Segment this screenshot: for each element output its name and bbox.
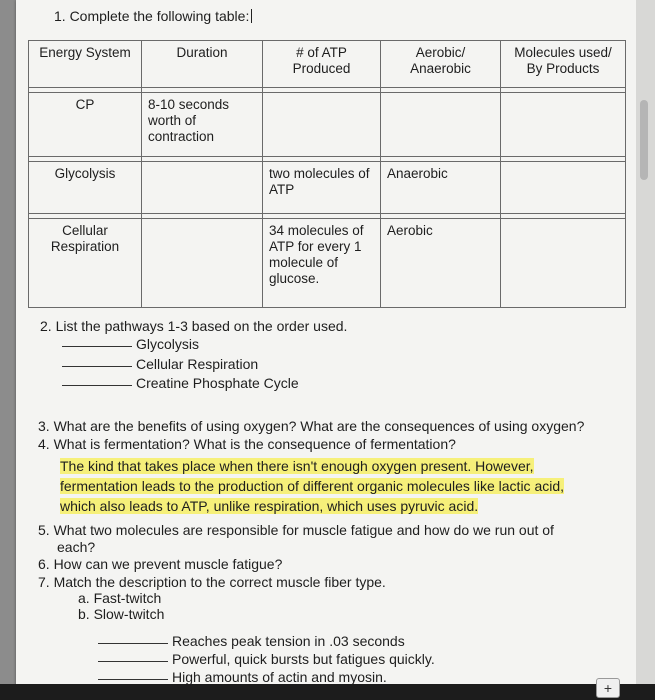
match-item: High amounts of actin and myosin. (98, 669, 387, 686)
fiber-option-b: b. Slow-twitch (78, 606, 165, 622)
match-item: Reaches peak tension in .03 seconds (98, 633, 405, 650)
header-aerobic-anaerobic: Aerobic/ Anaerobic (381, 41, 501, 88)
header-energy-system: Energy System (29, 41, 142, 88)
table-row (29, 219, 626, 308)
table-cell[interactable] (501, 93, 626, 157)
table-cell[interactable] (501, 162, 626, 214)
table-row (29, 93, 626, 157)
answer-blank[interactable] (62, 346, 132, 347)
question-7: 7. Match the description to the correct muscle fiber type. (38, 574, 386, 590)
pathway-item: Cellular Respiration (62, 356, 258, 373)
text-cursor (251, 9, 252, 23)
table-cell[interactable]: 34 molecules of ATP for every 1 molecule of glucose. (263, 219, 381, 308)
highlighted-answer: The kind that takes place when there isn't enough oxygen present. However, fermentation leads to the production of different organic molecules like lactic acid, which also leads to ATP, unlike respiration, which uses pyruvic acid. (60, 458, 565, 514)
answer-blank[interactable] (62, 385, 132, 386)
table-cell[interactable] (142, 219, 263, 308)
header-molecules-used: Molecules used/ By Products (501, 41, 626, 88)
answer-blank[interactable] (98, 661, 168, 662)
table-cell[interactable] (381, 93, 501, 157)
table-cell[interactable]: Cellular Respiration (29, 219, 142, 308)
table-row (29, 162, 626, 214)
table-cell[interactable] (501, 219, 626, 308)
question-5-continued: each? (57, 539, 96, 555)
question-1: 1. Complete the following table: (54, 8, 252, 24)
table-cell[interactable]: Aerobic (381, 219, 501, 308)
scrollbar-thumb[interactable] (640, 100, 648, 180)
match-item: Powerful, quick bursts but fatigues quickly. (98, 651, 435, 668)
bottom-edge (0, 684, 655, 700)
question-6: 6. How can we prevent muscle fatigue? (38, 556, 283, 572)
table-cell[interactable]: Anaerobic (381, 162, 501, 214)
question-4: 4. What is fermentation? What is the consequence of fermentation? (38, 436, 456, 452)
table-cell[interactable]: Glycolysis (29, 162, 142, 214)
answer-blank[interactable] (98, 643, 168, 644)
header-atp-produced: # of ATP Produced (263, 41, 381, 88)
pathway-item: Glycolysis (62, 336, 199, 353)
fiber-option-a: a. Fast-twitch (78, 590, 162, 606)
add-button[interactable]: + (596, 678, 620, 698)
header-duration: Duration (142, 41, 263, 88)
answer-blank[interactable] (62, 366, 132, 367)
question-4-answer (60, 456, 595, 516)
table-cell[interactable] (263, 93, 381, 157)
table-cell[interactable] (142, 162, 263, 214)
table-cell[interactable]: two molecules of ATP (263, 162, 381, 214)
question-5: 5. What two molecules are responsible for muscle fatigue and how do we run out of (38, 522, 554, 538)
question-3: 3. What are the benefits of using oxygen? What are the consequences of using oxygen? (38, 418, 585, 434)
table-header-row (29, 41, 626, 88)
pathway-item: Creatine Phosphate Cycle (62, 375, 299, 392)
energy-systems-table (28, 40, 626, 308)
answer-blank[interactable] (98, 679, 168, 680)
question-2: 2. List the pathways 1-3 based on the order used. (40, 318, 348, 334)
table-cell[interactable]: CP (29, 93, 142, 157)
table-cell[interactable]: 8-10 seconds worth of contraction (142, 93, 263, 157)
